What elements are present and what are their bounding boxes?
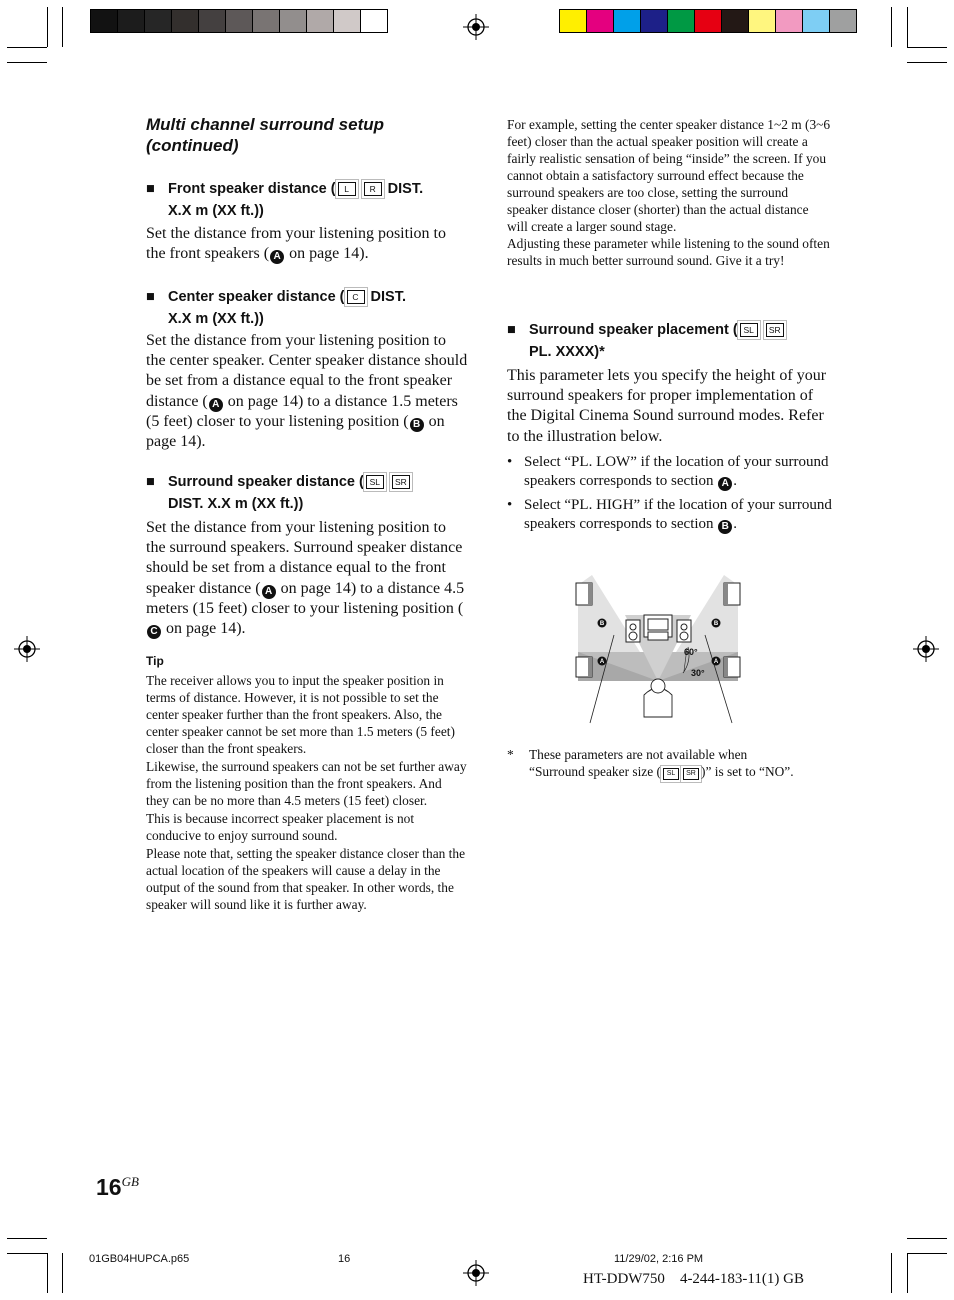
color-swatch bbox=[252, 9, 280, 33]
listener-icon bbox=[644, 679, 672, 717]
color-swatch bbox=[694, 9, 722, 33]
front-right-speaker-icon bbox=[677, 620, 691, 642]
bullet-square-icon: ■ bbox=[507, 322, 516, 338]
front-speaker-body: Set the distance from your listening position to the front speakers ( A on page 14). bbox=[146, 225, 446, 263]
surround-speaker-body: Set the distance from your listening position to the surround speakers. Surround speaker distance should be set from a distance equal to the front speaker distance ( A on page 14) to a distance 4.5 meters (15 feet) closer to your listening position (C on page 14). bbox=[146, 519, 465, 638]
footer-datetime: 11/29/02, 2:16 PM bbox=[614, 1253, 704, 1265]
color-swatch bbox=[586, 9, 614, 33]
color-swatch bbox=[306, 9, 334, 33]
footnote-text: )” is set to “NO”. bbox=[701, 764, 794, 779]
front-left-speaker-icon bbox=[626, 620, 640, 642]
heading-text: DIST. X.X m (XX ft.)) bbox=[168, 496, 304, 512]
color-swatch bbox=[802, 9, 830, 33]
distance-example-text bbox=[507, 116, 831, 269]
tip-body bbox=[146, 672, 468, 913]
placement-body: This parameter lets you specify the height of your surround speakers for proper implementation of the Digital Cinema Sound surround modes. Refer to the illustration below. bbox=[507, 367, 827, 445]
footer-model: HT-DDW750 bbox=[583, 1271, 665, 1287]
color-swatch bbox=[117, 9, 145, 33]
heading-text: DIST. bbox=[370, 289, 406, 305]
bullet-square-icon: ■ bbox=[146, 181, 155, 197]
color-swatch bbox=[171, 9, 199, 33]
color-swatch bbox=[640, 9, 668, 33]
speaker-sl-icon: SL bbox=[740, 323, 758, 337]
footer-code: 4-244-183-11(1) GB bbox=[679, 1271, 804, 1287]
speaker-c-icon: C bbox=[347, 290, 365, 304]
footnote bbox=[507, 746, 837, 780]
mark-a-icon: A bbox=[270, 250, 284, 264]
heading-text: X.X m (XX ft.)) bbox=[168, 311, 264, 327]
heading-text: Surround speaker distance ( bbox=[168, 474, 364, 490]
speaker-sl-icon: SL bbox=[366, 475, 384, 489]
tip-label: Tip bbox=[146, 654, 164, 668]
angle-30-label: 30° bbox=[691, 668, 705, 678]
tip-paragraph: Likewise, the surround speakers can not be set further away from the listening position than the front speakers. And they can be no more than 4.5 meters (15 feet) closer. bbox=[146, 759, 467, 808]
heading-text: DIST. bbox=[387, 181, 424, 197]
speaker-sr-icon: SR bbox=[683, 768, 699, 780]
color-swatch bbox=[360, 9, 388, 33]
surround-speaker-heading bbox=[146, 471, 476, 515]
mark-a-icon: A bbox=[718, 477, 732, 491]
bullet-dot: • bbox=[507, 454, 513, 470]
center-speaker-body: Set the distance from your listening position to the center speaker. Center speaker distance should be set from a distance equal to the front speaker distance ( A on page 14) to a distance 1.5 meters (5 feet) closer to your listening position ( B on page 14). bbox=[146, 332, 468, 451]
color-swatch bbox=[613, 9, 641, 33]
mark-a-icon: A bbox=[209, 398, 223, 412]
color-swatch bbox=[225, 9, 253, 33]
color-swatch bbox=[333, 9, 361, 33]
tip-paragraph: This is because incorrect speaker placement is not conducive to enjoy surround sound. bbox=[146, 811, 415, 843]
tip-paragraph: The receiver allows you to input the speaker position in terms of distance. However, it is not possible to set the center speaker further than the front speakers. Also, the center speaker cannot be set more than 1.5 meters (5 feet) closer than the front speakers. bbox=[146, 673, 455, 756]
color-swatch bbox=[775, 9, 803, 33]
page-number bbox=[96, 1168, 139, 1201]
registration-mark-top bbox=[463, 14, 489, 40]
zone-b-right-label: B bbox=[713, 621, 719, 627]
section-title: Multi channel surround setup (continued) bbox=[146, 115, 385, 155]
placement-heading bbox=[507, 319, 837, 363]
speaker-sr-icon: SR bbox=[766, 323, 784, 337]
color-swatch bbox=[90, 9, 118, 33]
center-speaker-icon bbox=[648, 632, 668, 640]
mark-b-icon: B bbox=[718, 520, 732, 534]
zone-a-left-label: A bbox=[599, 659, 605, 665]
intro-paragraph: Adjusting these parameter while listening to the sound often results in much better surround sound. Give it a try! bbox=[507, 236, 830, 268]
footnote-text: These parameters are not available when bbox=[529, 747, 748, 762]
mark-c-icon: C bbox=[147, 625, 161, 639]
zone-b-left-label: B bbox=[599, 621, 605, 627]
center-speaker-heading bbox=[146, 286, 476, 330]
intro-paragraph: For example, setting the center speaker distance 1~2 m (3~6 feet) closer than the actual speaker position will create a fairly realistic sensation of being “inside” the screen. If you cannot obtain a satisfactory surround effect because the surround speakers are too close, setting the surround speaker distance closer (shorter) than the actual distance will create a larger sound stage. bbox=[507, 117, 831, 234]
bullet-dot: • bbox=[507, 497, 513, 513]
footer-model-line bbox=[583, 1271, 804, 1288]
zone-a-right-label: A bbox=[713, 659, 719, 665]
color-swatch bbox=[198, 9, 226, 33]
color-swatch bbox=[721, 9, 749, 33]
speaker-r-icon: R bbox=[364, 182, 382, 196]
footer-file: 01GB04HUPCA.p65 bbox=[89, 1253, 190, 1265]
speaker-sr-icon: SR bbox=[392, 475, 410, 489]
page-number-value: 16 bbox=[96, 1174, 122, 1200]
mark-a-icon: A bbox=[262, 585, 276, 599]
mark-b-icon: B bbox=[410, 418, 424, 432]
footnote-star: * bbox=[507, 747, 514, 762]
angle-60-label: 60° bbox=[684, 647, 698, 657]
color-swatch bbox=[748, 9, 776, 33]
bullet-square-icon: ■ bbox=[146, 474, 155, 490]
color-swatch bbox=[667, 9, 695, 33]
color-swatch bbox=[279, 9, 307, 33]
tip-paragraph: Please note that, setting the speaker distance closer than the actual location of the speakers will cause a delay in the output of the sound from that speaker. In other words, the speaker will sound like it is further away. bbox=[146, 846, 466, 912]
page-suffix: GB bbox=[121, 1174, 139, 1189]
heading-text: Front speaker distance ( bbox=[168, 181, 336, 197]
speaker-sl-icon: SL bbox=[663, 768, 679, 780]
registration-mark-right bbox=[913, 636, 939, 662]
heading-text: PL. XXXX)* bbox=[529, 344, 605, 360]
heading-text: X.X m (XX ft.)) bbox=[168, 203, 264, 219]
speaker-placement-diagram bbox=[570, 555, 746, 725]
registration-mark-left bbox=[14, 636, 40, 662]
footnote-text: “Surround speaker size ( bbox=[529, 764, 661, 779]
color-swatch bbox=[559, 9, 587, 33]
speaker-l-icon: L bbox=[338, 182, 356, 196]
heading-text: Center speaker distance ( bbox=[168, 289, 345, 305]
footer-page: 16 bbox=[338, 1253, 351, 1265]
registration-mark-bottom bbox=[463, 1260, 489, 1286]
color-swatch bbox=[144, 9, 172, 33]
color-swatch bbox=[829, 9, 857, 33]
heading-text: Surround speaker placement ( bbox=[529, 322, 738, 338]
bullet-square-icon: ■ bbox=[146, 289, 155, 305]
front-speaker-heading bbox=[146, 178, 476, 222]
